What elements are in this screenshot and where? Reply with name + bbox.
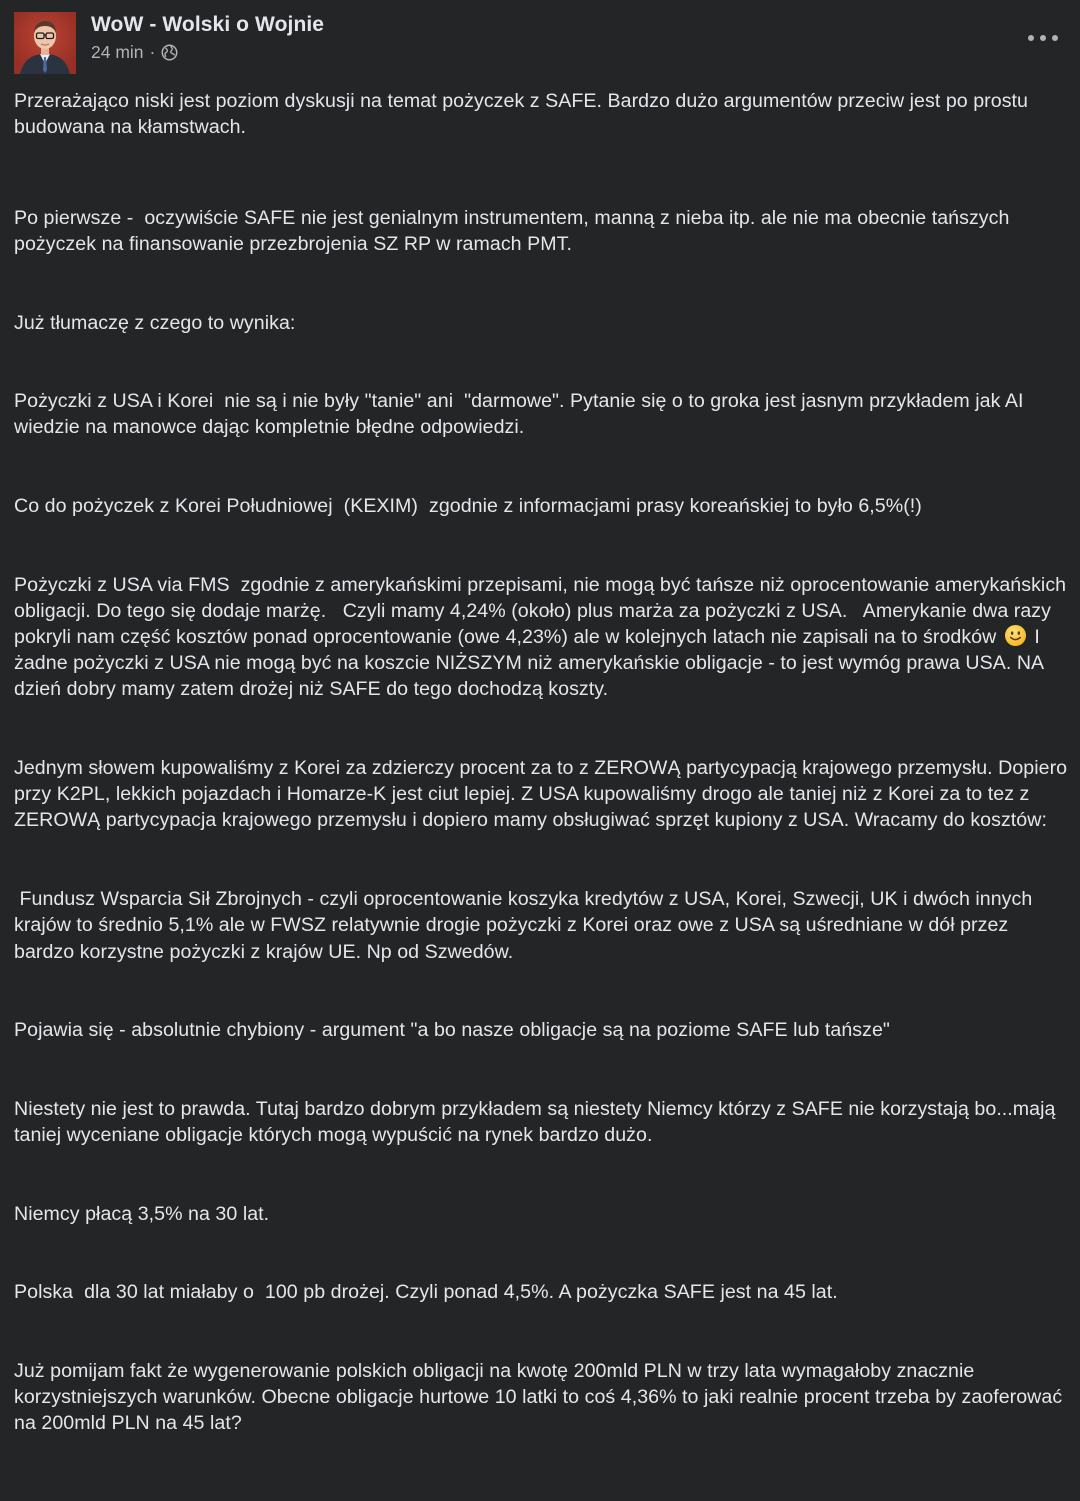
author-name[interactable]: WoW - Wolski o Wojnie xyxy=(91,13,325,36)
slightly-smiling-face-icon xyxy=(1004,624,1027,647)
more-options-icon[interactable] xyxy=(1028,32,1058,44)
post-body xyxy=(14,88,1072,1501)
post-text-usa-part2: I żadne pożyczki z USA nie mogą być na koszcie NIŻSZYM niż amerykańskie obligacje - to jest wymóg prawa USA. NA dzień dobry mamy zatem drożej niż SAFE do tego dochodzą koszty. xyxy=(14,626,1049,701)
post-line: Polska dla 30 lat miałaby o 100 pb drożej. Czyli ponad 4,5%. A pożyczka SAFE jest na 45 lat. xyxy=(14,1281,838,1304)
post-timestamp[interactable]: 24 min xyxy=(91,42,144,62)
post-meta xyxy=(91,42,178,63)
post-text-usa-part1: Pożyczki z USA via FMS zgodnie z amerykańskimi przepisami, nie mogą być tańsze niż oprocentowanie amerykańskich obligacji. Do tego się dodaje marżę. Czyli mamy 4,24% (około) plus marża za pożyczki z USA. Amerykanie dwa razy pokryli nam część kosztów ponad oprocentowanie (owe 4,23%) ale w kolejnych latach nie zapisali na to środków xyxy=(14,573,1072,649)
more-dot xyxy=(1052,35,1058,41)
post-paragraph-intro: Przerażająco niski jest poziom dyskusji na temat pożyczek z SAFE. Bardzo dużo argumentów przeciw jest po prostu budowana na kłamstwach. xyxy=(14,90,1034,139)
post-line: Już tłumaczę z czego to wynika: xyxy=(14,311,296,334)
post-line: Co do pożyczek z Korei Południowej (KEXIM) zgodnie z informacjami prasy koreańskiej to było 6,5%(!) xyxy=(14,495,922,518)
post-line-usa xyxy=(14,572,1072,703)
meta-separator: · xyxy=(149,42,156,62)
post-line: Już pomijam fakt że wygenerowanie polskich obligacji na kwotę 200mld PLN w trzy lata wymagałoby znacznie korzystniejszych warunków. Obecne obligacje hurtowe 10 latki to coś 4,36% to jaki realnie procent trzeba by zaoferować na 200mld PLN na 45 lat? xyxy=(14,1359,1068,1435)
post-line: Jednym słowem kupowaliśmy z Korei za zdzierczy procent za to z ZEROWĄ partycypacją krajowego przemysłu. Dopiero przy K2PL, lekkich pojazdach i Homarze-K jest ciut lepiej. Z USA kupowaliśmy drogo ale taniej niż z Korei za to tez z ZEROWĄ partycypacja krajowego przemysłu i dopiero mamy obsługiwać sprzęt kupiony z USA. Wracamy do kosztów: xyxy=(14,757,1073,832)
avatar-image xyxy=(14,12,76,74)
author-avatar[interactable] xyxy=(14,12,76,74)
more-dot xyxy=(1040,35,1046,41)
post-line: Po pierwsze - oczywiście SAFE nie jest genialnym instrumentem, manną z nieba itp. ale nie ma obecnie tańszych pożyczek na finansowanie przezbrojenia SZ RP w ramach PMT. xyxy=(14,206,1015,256)
post-line: Fundusz Wsparcia Sił Zbrojnych - czyli oprocentowanie koszyka kredytów z USA, Korei, Szwecji, UK i dwóch innych krajów to średnio 5,1% ale w FWSZ relatywnie drogie pożyczki z Korei oraz owe z USA są uśredniane w dół przez bardzo korzystne pożyczki z krajów UE. Np od Szwedów. xyxy=(14,888,1038,963)
post-line: Niemcy płacą 3,5% na 30 lat. xyxy=(14,1202,270,1225)
post-line: Pożyczki z USA i Korei nie są i nie były "tanie" ani "darmowe". Pytanie się o to groka jest jasnym przykładem jak AI wiedzie na manowce dając kompletnie błędne odpowiedzi. xyxy=(14,390,1029,439)
post-paragraph-main xyxy=(14,152,1072,1488)
post-line: Niestety nie jest to prawda. Tutaj bardzo dobrym przykładem są niestety Niemcy którzy z SAFE nie korzystają bo...mają taniej wyceniane obligacje których mogą wypuścić na rynek bardzo dużo. xyxy=(14,1097,1061,1146)
globe-icon[interactable] xyxy=(161,44,178,61)
post-line: Pojawia się - absolutnie chybiony - argument "a bo nasze obligacje są na poziome SAFE lub tańsze" xyxy=(14,1019,890,1042)
post-header xyxy=(14,12,1080,74)
more-dot xyxy=(1028,35,1034,41)
